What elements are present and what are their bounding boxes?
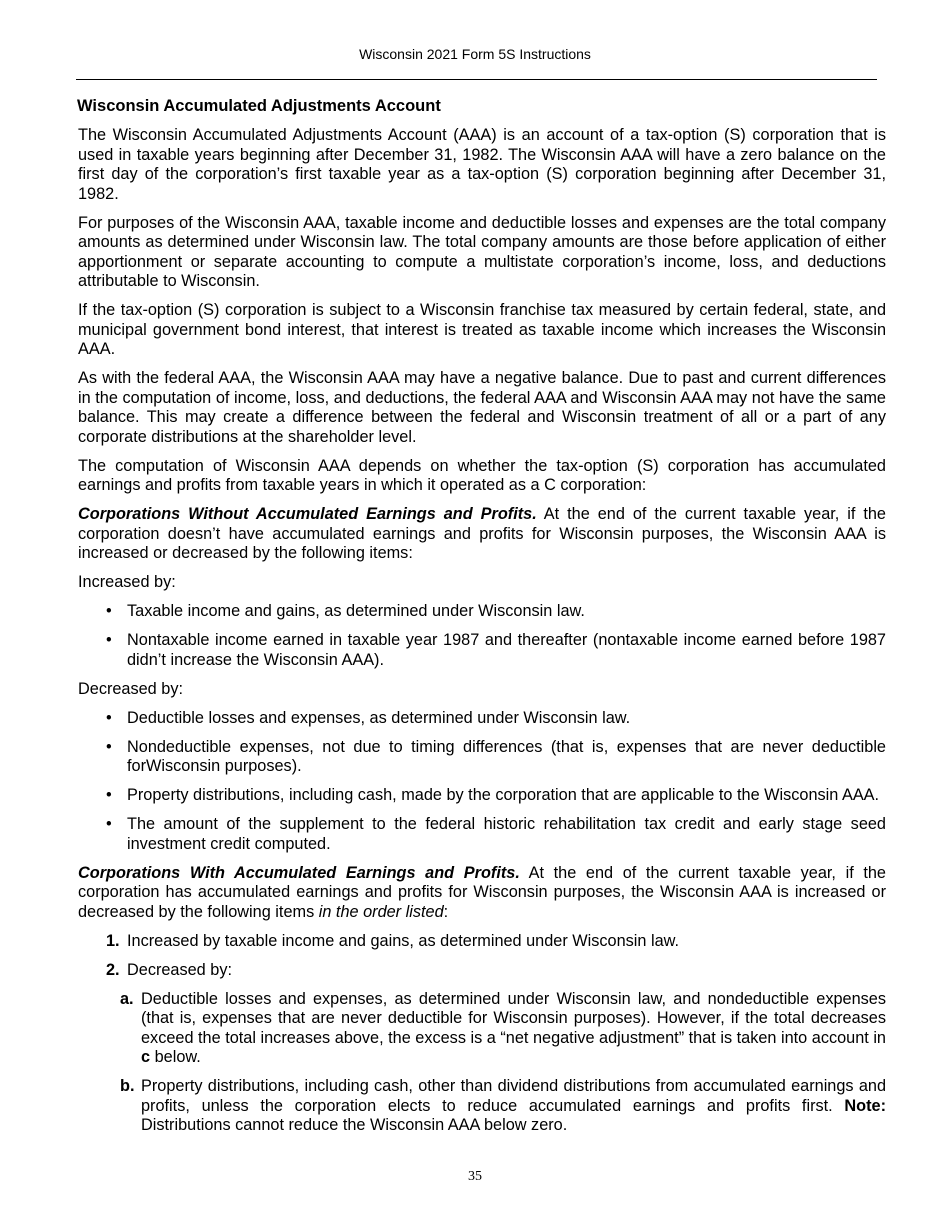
sub-item-a: [78, 990, 886, 1068]
sub-item-label: a.: [120, 989, 134, 1008]
list-item-text: The amount of the supplement to the federal historic rehabilitation tax credit and early stage seed investment credit computed.: [127, 815, 886, 853]
paragraph: The computation of Wisconsin AAA depends on whether the tax-option (S) corporation has accumulated earnings and profits from taxable years in which it operated as a C corporation:: [78, 456, 886, 494]
list-item: [78, 631, 886, 670]
list-item-text: Taxable income and gains, as determined under Wisconsin law.: [127, 602, 585, 620]
bullet-icon: •: [106, 708, 112, 727]
decreased-list: [78, 709, 886, 855]
increased-list: [78, 602, 886, 670]
bullet-icon: •: [106, 786, 112, 804]
sub-item-text-end: below.: [150, 1048, 201, 1066]
note-label: Note:: [844, 1096, 886, 1115]
paragraph: As with the federal AAA, the Wisconsin AAA may have a negative balance. Due to past and current differences in the computation of income, loss, and deductions, the federal AAA and Wisconsin AAA may not have the same balance. This may create a difference between the federal and Wisconsin treatment of all or a part of any corporate distributions at the shareholder level.: [78, 369, 886, 446]
sub-item-bold: c: [141, 1048, 151, 1066]
list-item-text: Deductible losses and expenses, as determined under Wisconsin law.: [127, 708, 631, 727]
numbered-item-2: [78, 961, 886, 981]
paragraph: The Wisconsin Accumulated Adjustments Account (AAA) is an account of a tax-option (S) corporation that is used in taxable years beginning after December 31, 1982. The Wisconsin AAA will have a zero balance on the first day of the corporation’s first taxable year as a tax-option (S) corporation beginning after December 31, 1982.: [78, 126, 886, 203]
list-item: [78, 815, 886, 854]
paragraph: If the tax-option (S) corporation is subject to a Wisconsin franchise tax measured by certain federal, state, and municipal government bond interest, that interest is treated as taxable income which increases the Wisconsin AAA.: [78, 301, 886, 358]
page-header: Wisconsin 2021 Form 5S Instructions: [359, 46, 591, 62]
page-content: [78, 96, 886, 1145]
sub-item-text: Deductible losses and expenses, as determined under Wisconsin law, and nondeductible expenses (that is, expenses that are never deductible for Wisconsin purposes). However, if the total decreases exceed the total increases above, the excess is a “net negative adjustment” that is taken into account in: [141, 989, 886, 1047]
item-number: 2.: [106, 960, 120, 979]
section-heading: Wisconsin Accumulated Adjustments Account: [77, 97, 441, 115]
without-earnings-text: At the end of the current taxable year, if the corporation doesn’t have accumulated earnings and profits for Wisconsin purposes, the Wisconsin AAA is increased or decreased by the following items:: [78, 505, 886, 562]
numbered-item-1: [78, 932, 886, 952]
list-item-text: Nontaxable income earned in taxable year 1987 and thereafter (nontaxable income earned before 1987 didn’t increase the Wisconsin AAA).: [127, 631, 886, 669]
with-earnings-paragraph: [78, 864, 886, 923]
increased-by-label: Increased by:: [78, 573, 176, 591]
sub-item-text: Property distributions, including cash, other than dividend distributions from accumulated earnings and profits, unless the corporation elects to reduce accumulated earnings and profits first.: [141, 1077, 886, 1115]
with-earnings-lead: Corporations With Accumulated Earnings and Profits.: [78, 863, 520, 882]
without-earnings-paragraph: [78, 505, 886, 564]
item-number: 1.: [106, 931, 120, 950]
without-earnings-lead: Corporations Without Accumulated Earnings and Profits.: [78, 505, 537, 523]
list-item-text: Nondeductible expenses, not due to timing differences (that is, expenses that are never deductible forWisconsin purposes).: [127, 737, 886, 775]
list-item: [78, 709, 886, 729]
page-number: 35: [468, 1169, 482, 1184]
with-earnings-italic: in the order listed: [318, 902, 444, 921]
decreased-by-label: Decreased by:: [78, 679, 183, 698]
header-rule: [76, 79, 877, 80]
bullet-icon: •: [106, 815, 112, 833]
sub-item-label: b.: [120, 1077, 135, 1095]
list-item: [78, 786, 886, 806]
list-item: [78, 602, 886, 622]
bullet-icon: •: [106, 602, 112, 620]
bullet-icon: •: [106, 631, 112, 649]
sub-item-b: [78, 1077, 886, 1136]
item-text: Decreased by:: [127, 960, 232, 979]
bullet-icon: •: [106, 737, 112, 756]
item-text: Increased by taxable income and gains, as determined under Wisconsin law.: [127, 931, 680, 950]
list-item-text: Property distributions, including cash, made by the corporation that are applicable to the Wisconsin AAA.: [127, 786, 880, 804]
paragraph: For purposes of the Wisconsin AAA, taxable income and deductible losses and expenses are the total company amounts as determined under Wisconsin law. The total company amounts are those before application of either apportionment or separate accounting to compute a multistate corporation’s income, loss, and deductions attributable to Wisconsin.: [78, 213, 886, 290]
sub-item-text-end: Distributions cannot reduce the Wisconsin AAA below zero.: [141, 1116, 568, 1134]
list-item: [78, 738, 886, 777]
with-earnings-text-end: :: [443, 902, 449, 921]
with-earnings-text: At the end of the current taxable year, if the corporation has accumulated earnings and profits for Wisconsin purposes, the Wisconsin AAA is increased or decreased by the following items: [78, 863, 886, 921]
